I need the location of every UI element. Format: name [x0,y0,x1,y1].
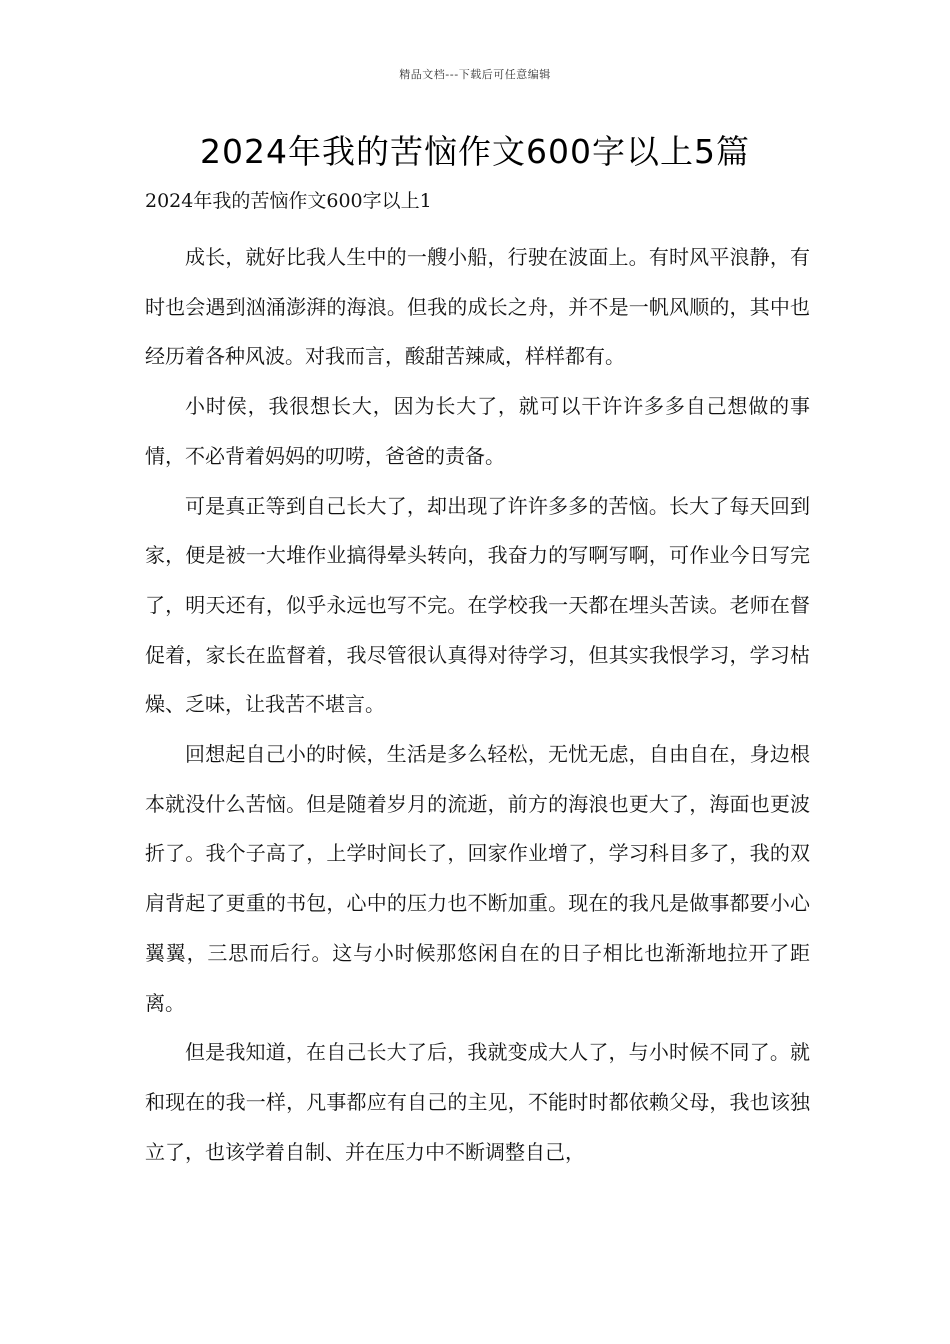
document-body [145,233,810,1177]
paragraph-1: 成长，就好比我人生中的一艘小船，行驶在波面上。有时风平浪静，有时也会遇到汹涌澎湃的海浪。但我的成长之舟，并不是一帆风顺的，其中也经历着各种风波。对我而言，酸甜苦辣咸，样样都有。 [145,245,810,369]
section-subtitle: 2024年我的苦恼作文600字以上1 [145,190,432,212]
page-header: 精品文档---下载后可任意编辑 [399,68,551,81]
document-title: 2024年我的苦恼作文600字以上5篇 [200,132,750,171]
paragraph-3: 可是真正等到自己长大了，却出现了许许多多的苦恼。长大了每天回到家，便是被一大堆作业搞得晕头转向，我奋力的写啊写啊，可作业今日写完了，明天还有，似乎永远也写不完。在学校我一天都在埋头苦读。老师在督促着，家长在监督着，我尽管很认真得对待学习，但其实我恨学习，学习枯燥、乏味，让我苦不堪言。 [145,493,810,717]
paragraph-4: 回想起自己小的时候，生活是多么轻松，无忧无虑，自由自在，身边根本就没什么苦恼。但是随着岁月的流逝，前方的海浪也更大了，海面也更波折了。我个子高了，上学时间长了，回家作业增了，学习科目多了，我的双肩背起了更重的书包，心中的压力也不断加重。现在的我凡是做事都要小心翼翼，三思而后行。这与小时候那悠闲自在的日子相比也渐渐地拉开了距离。 [145,742,810,1015]
paragraph-5: 但是我知道，在自己长大了后，我就变成大人了，与小时候不同了。就和现在的我一样，凡事都应有自己的主见，不能时时都依赖父母，我也该独立了，也该学着自制、并在压力中不断调整自己， [145,1040,810,1164]
paragraph-2: 小时侯，我很想长大，因为长大了，就可以干许许多多自己想做的事情，不必背着妈妈的叨唠，爸爸的责备。 [145,394,810,468]
